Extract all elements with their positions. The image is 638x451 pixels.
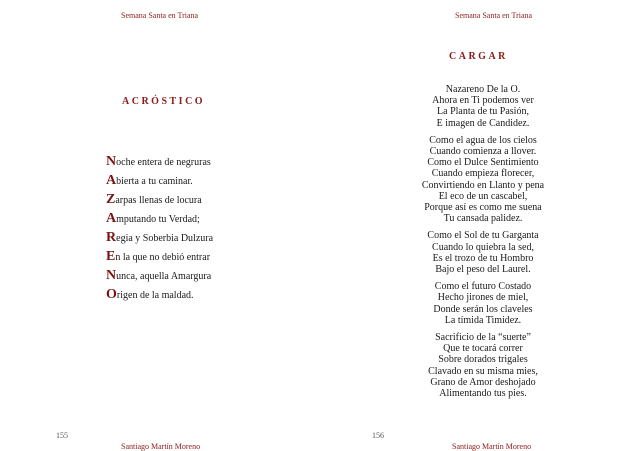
acrostic-initial: O	[106, 287, 117, 302]
acrostic-line-text: unca, aquella Amargura	[116, 271, 212, 282]
poem-line: Sacrificio de la “suerte”	[435, 332, 531, 344]
acrostic-line	[106, 173, 193, 189]
acrostic-line	[106, 249, 210, 265]
acrostic-initial: N	[106, 154, 117, 169]
poem-stanza	[398, 84, 568, 129]
right-running-footer: Santiago Martín Moreno	[452, 442, 532, 451]
acrostic-line-text: bierta a tu caminar.	[116, 176, 193, 187]
acrostic-line	[106, 287, 194, 303]
cargar-poem	[398, 84, 568, 405]
poem-line: Cuando comienza a llover.	[429, 146, 537, 158]
poem-line: Ahora en Ti podemos ver	[432, 95, 534, 107]
acrostic-line-text: egia y Soberbia Dulzura	[116, 233, 214, 244]
cargar-title: CARGAR	[449, 51, 508, 62]
poem-line: Como el agua de los cielos	[429, 134, 537, 146]
acrostic-initial: E	[106, 249, 116, 264]
acrostic-line-text: n la que no debió entrar	[115, 252, 211, 263]
acrostic-initial: R	[106, 230, 117, 245]
poem-line: Que te tocará correr	[443, 343, 523, 355]
acrostic-initial: A	[106, 173, 117, 188]
poem-line: La tímida Timidez.	[444, 314, 522, 326]
poem-line: Tu cansada palidez.	[443, 213, 523, 225]
poem-line: E imagen de Candidez.	[436, 117, 530, 129]
poem-line: Nazareno De la O.	[445, 84, 521, 95]
poem-stanza	[398, 332, 568, 399]
acrostic-line-text: rigen de la maldad.	[116, 290, 194, 301]
poem-line: Donde serán los claveles	[433, 303, 533, 315]
poem-line: La Planta de tu Pasión,	[437, 106, 529, 118]
acrostic-line	[106, 154, 211, 170]
poem-line: Clavado en su misma mies,	[428, 365, 538, 377]
acrostic-line	[106, 230, 213, 246]
poem-line: Cuando empieza florecer,	[431, 168, 535, 180]
poem-line: Sobre dorados trigales	[438, 354, 528, 366]
poem-line: El eco de un cascabel,	[438, 190, 528, 202]
poem-stanza	[398, 135, 568, 225]
poem-stanza	[398, 281, 568, 326]
right-running-header: Semana Santa en Triana	[455, 11, 533, 20]
poem-line: Hecho jirones de miel,	[437, 292, 529, 304]
acrostic-line	[106, 192, 202, 208]
poem-line: Porque así es como me suena	[424, 202, 542, 214]
poem-line: Es el trozo de tu Hombro	[432, 252, 534, 264]
poem-line: Bajo el peso del Laurel.	[435, 264, 531, 276]
poem-line: Convirtiendo en Llanto y pena	[421, 179, 545, 191]
acrostic-line-text: arpas llenas de locura	[115, 195, 202, 206]
poem-line: Alimentando tus pies.	[439, 388, 527, 400]
poem-line: Como el Sol de tu Garganta	[427, 230, 539, 242]
acrostic-initial: A	[106, 211, 117, 226]
acrostic-initial: N	[106, 268, 117, 283]
poem-stanza	[398, 230, 568, 275]
acrostic-line	[106, 268, 211, 284]
left-page-number: 155	[56, 431, 68, 440]
acrostic-line-text: oche entera de negruras	[116, 157, 211, 168]
poem-line: Grano de Amor deshojado	[430, 376, 536, 388]
acrostic-line-text: mputando tu Verdad;	[116, 214, 200, 225]
poem-line: Cuando lo quiebra la sed,	[432, 241, 534, 253]
acrostic-initial: Z	[106, 192, 116, 207]
poem-line: Como el Dulce Sentimiento	[427, 157, 539, 169]
right-page-number: 156	[372, 431, 384, 440]
poem-line: Como el futuro Costado	[434, 281, 532, 293]
left-running-header: Semana Santa en Triana	[121, 11, 199, 20]
acrostic-title: ACRÓSTICO	[122, 96, 206, 107]
acrostic-line	[106, 211, 200, 227]
left-running-footer: Santiago Martín Moreno	[121, 442, 201, 451]
